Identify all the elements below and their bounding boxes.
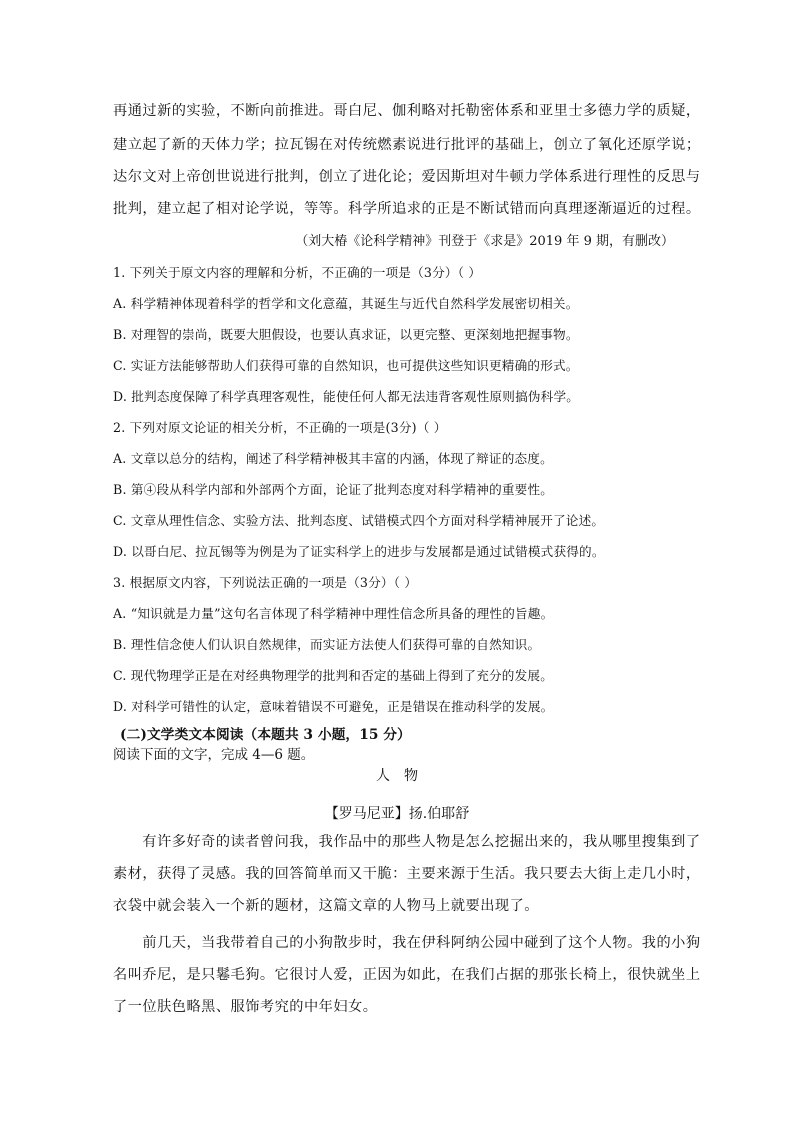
- story-line: 了一位肤色略黑、服饰考究的中年妇女。: [113, 999, 378, 1015]
- section-instruction: 阅读下面的文字，完成 4—6 题。: [113, 747, 315, 763]
- question-stem: 2. 下列对原文论证的相关分析，不正确的一项是(3分)（ ）: [113, 420, 447, 435]
- passage-line: 批判，建立起了相对论学说，等等。科学所追求的正是不断试错而向真理逐渐逼近的过程。: [113, 201, 701, 217]
- story-line: 衣袋中就会装入一个新的题材，这篇文章的人物马上就要出现了。: [113, 898, 539, 914]
- story-line: 前几天，当我带着自己的小狗散步时，我在伊科阿纳公园中碰到了这个人物。我的小狗: [113, 935, 701, 951]
- option-c: C. 文章从理性信念、实验方法、批判态度、试错模式四个方面对科学精神展开了论述。: [113, 513, 605, 528]
- story-line: 素材，获得了灵感。我的回答简单而又干脆：主要来源于生活。我只要去大街上走几小时，: [113, 866, 701, 882]
- passage-line: 建立起了新的天体力学；拉瓦锡在对传统燃素说进行批评的基础上，创立了氧化还原学说；: [113, 137, 701, 153]
- story-title: 人 物: [376, 768, 418, 784]
- option-b: B. 理性信念使人们认识自然规律，而实证方法使人们获得可靠的自然知识。: [113, 637, 541, 652]
- story-line: 有许多好奇的读者曾问我，我作品中的那些人物是怎么挖掘出来的，我从哪里搜集到了: [113, 834, 701, 850]
- option-b: B. 对理智的崇尚，既要大胆假设，也要认真求证，以更完整、更深刻地把握事物。: [113, 327, 579, 342]
- option-a: A. 文章以总分的结构，阐述了科学精神极其丰富的内涵，体现了辩证的态度。: [113, 451, 553, 466]
- question-stem: 1. 下列关于原文内容的理解和分析，不正确的一项是（3分）（ ）: [113, 265, 482, 280]
- option-d: D. 以哥白尼、拉瓦锡等为例是为了证实科学上的进步与发展都是通过试错模式获得的。: [113, 544, 605, 559]
- section-heading: (二)文学类文本阅读（本题共 3 小题，15 分）: [120, 727, 411, 743]
- option-a: A. 科学精神体现着科学的哲学和文化意蕴，其诞生与近代自然科学发展密切相关。: [113, 296, 579, 311]
- story-author: 【罗马尼亚】扬.伯耶舒: [324, 806, 470, 822]
- option-d: D. 批判态度保障了科学真理客观性，能使任何人都无法违背客观性原则搞伪科学。: [113, 389, 580, 404]
- option-d: D. 对科学可错性的认定，意味着错误不可避免，正是错误在推动科学的发展。: [113, 699, 554, 714]
- passage-line: 达尔文对上帝创世说进行批判，创立了进化论；爱因斯坦对牛顿力学体系进行理性的反思与: [113, 169, 701, 185]
- option-a: A. “知识就是力量”这句名言体现了科学精神中理性信念所具备的理性的旨趣。: [113, 606, 554, 621]
- option-c: C. 现代物理学正是在对经典物理学的批判和否定的基础上得到了充分的发展。: [113, 668, 553, 683]
- source-citation: （刘大椿《论科学精神》刊登于《求是》2019 年 9 期，有删改）: [295, 234, 674, 249]
- option-c: C. 实证方法能够帮助人们获得可靠的自然知识，也可提供这些知识更精确的形式。: [113, 358, 579, 373]
- question-stem: 3. 根据原文内容，下列说法正确的一项是（3分）（ ）: [113, 575, 418, 590]
- option-b: B. 第④段从科学内部和外部两个方面，论证了批判态度对科学精神的重要性。: [113, 482, 554, 497]
- story-line: 名叫乔尼，是只鬈毛狗。它很讨人爱，正因为如此，在我们占据的那张长椅上，很快就坐上: [113, 967, 701, 983]
- passage-line: 再通过新的实验，不断向前推进。哥白尼、伽利略对托勒密体系和亚里士多德力学的质疑，: [113, 103, 701, 119]
